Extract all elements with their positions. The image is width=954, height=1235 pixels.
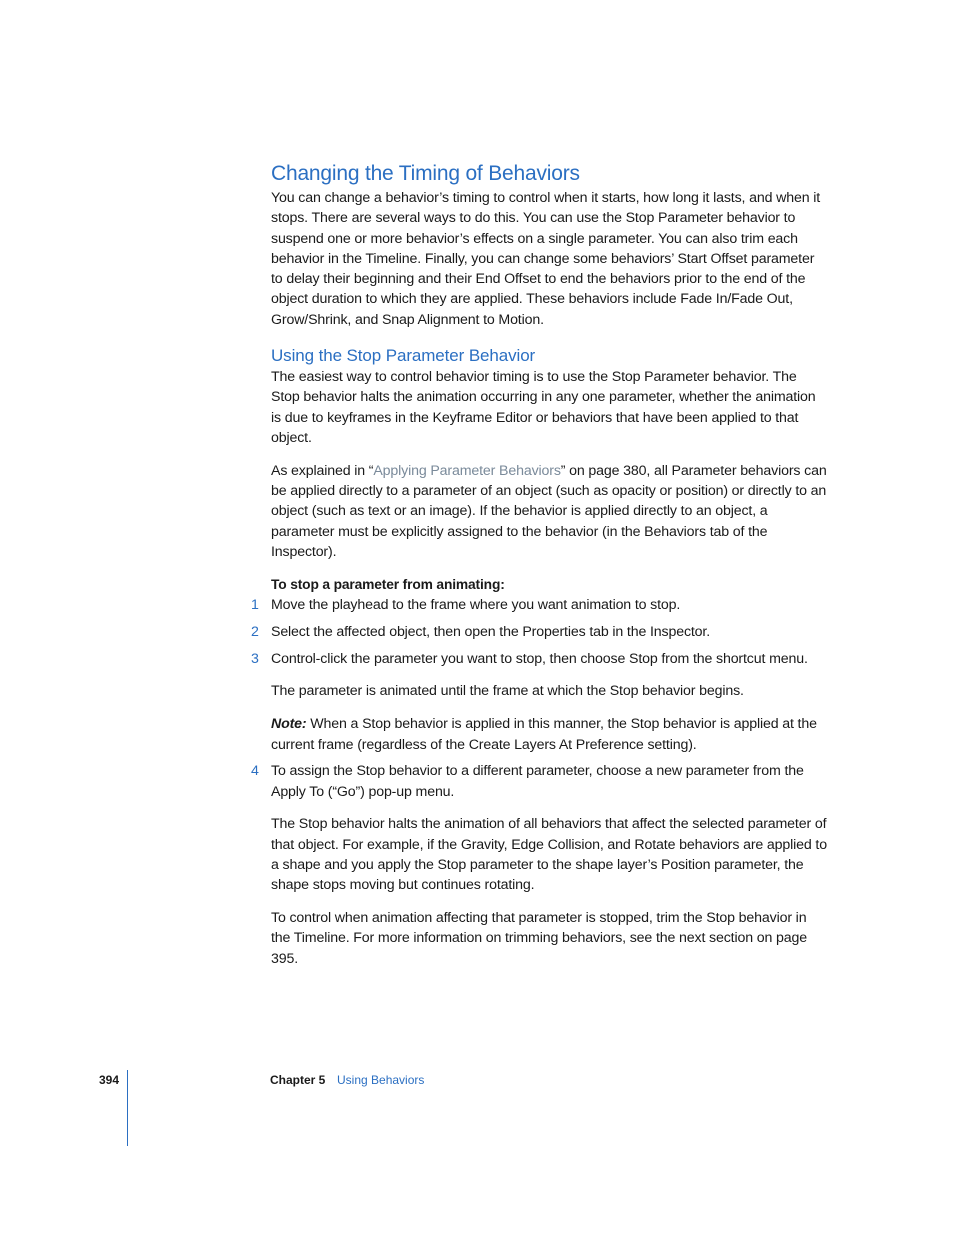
paragraph-halts-animation: The Stop behavior halts the animation of all behaviors that affect the selected parameter of that object. For example, if the Gravity, Edge Collision, and Rotate behaviors are applied to a shape and you apply the Stop parameter to the shape layer’s Position parameter, the shape stops moving but continues rotating.: [271, 816, 827, 894]
step-4: [251, 761, 827, 802]
section-title: Changing the Timing of Behaviors: [271, 162, 580, 185]
note: [271, 714, 827, 755]
page-footer: [0, 1070, 954, 1150]
section-intro: You can change a behavior’s timing to control when it starts, how long it lasts, and when it stops. There are several ways to do this. You can use the Stop Parameter behavior to suspend one or more behavior’s effects on a single parameter. You can also trim each behavior in the Timeline. Finally, you can change some behaviors’ Start Offset parameter to delay their beginning and their End Offset to end the behaviors prior to the end of the object duration to which they are applied. These behaviors include Fade In/Fade Out, Grow/Shrink, and Snap Alignment to Motion.: [271, 190, 821, 328]
task-heading: To stop a parameter from animating:: [271, 576, 505, 592]
paragraph-as-explained: [271, 461, 827, 562]
step-result: The parameter is animated until the frame at which the Stop behavior begins.: [271, 683, 744, 700]
paragraph-control-when: To control when animation affecting that parameter is stopped, trim the Stop behavior in the Timeline. For more information on trimming behaviors, see the next section on page 395.: [271, 910, 807, 967]
applying-parameter-behaviors-link[interactable]: Applying Parameter Behaviors: [373, 462, 561, 479]
page-number: 394: [99, 1073, 120, 1087]
step-text: Select the affected object, then open the Properties tab in the Inspector.: [271, 623, 710, 640]
step-3: [251, 649, 827, 669]
step-text: Control-click the parameter you want to stop, then choose Stop from the shortcut menu.: [271, 650, 808, 667]
step-number: 4: [251, 763, 259, 780]
note-label: Note:: [271, 716, 307, 733]
step-1: [251, 595, 827, 615]
subsection-title: Using the Stop Parameter Behavior: [271, 346, 536, 366]
chapter-label: Chapter 5: [270, 1073, 326, 1087]
note-text: When a Stop behavior is applied in this manner, the Stop behavior is applied at the current frame (regardless of the Create Layers At Preference setting).: [271, 716, 817, 753]
step-text: To assign the Stop behavior to a different parameter, choose a new parameter from the Apply To (“Go”) pop-up menu.: [271, 763, 804, 800]
para2-after: ” on page 380, all Parameter behaviors can be applied directly to a parameter of an object (such as opacity or position) or directly to an object (such as text or an image). If the behavior is applied directly to an object, a parameter must be explicitly assigned to the behavior (in the Behaviors tab of the Inspector).: [271, 462, 827, 560]
step-number: 2: [251, 623, 259, 640]
paragraph-easiest-way: The easiest way to control behavior timing is to use the Stop Parameter behavior. The Stop behavior halts the animation occurring in any one parameter, whether the animation is due to keyframes in the Keyframe Editor or behaviors that have been applied to that object.: [271, 369, 816, 446]
footer-divider: [127, 1070, 128, 1146]
chapter-title: Using Behaviors: [337, 1073, 425, 1087]
step-number: 3: [251, 650, 259, 667]
step-number: 1: [251, 597, 259, 614]
step-2: [251, 622, 827, 642]
para2-before: As explained in “: [271, 462, 374, 479]
page-content: [251, 160, 827, 969]
step-text: Move the playhead to the frame where you want animation to stop.: [271, 597, 681, 614]
